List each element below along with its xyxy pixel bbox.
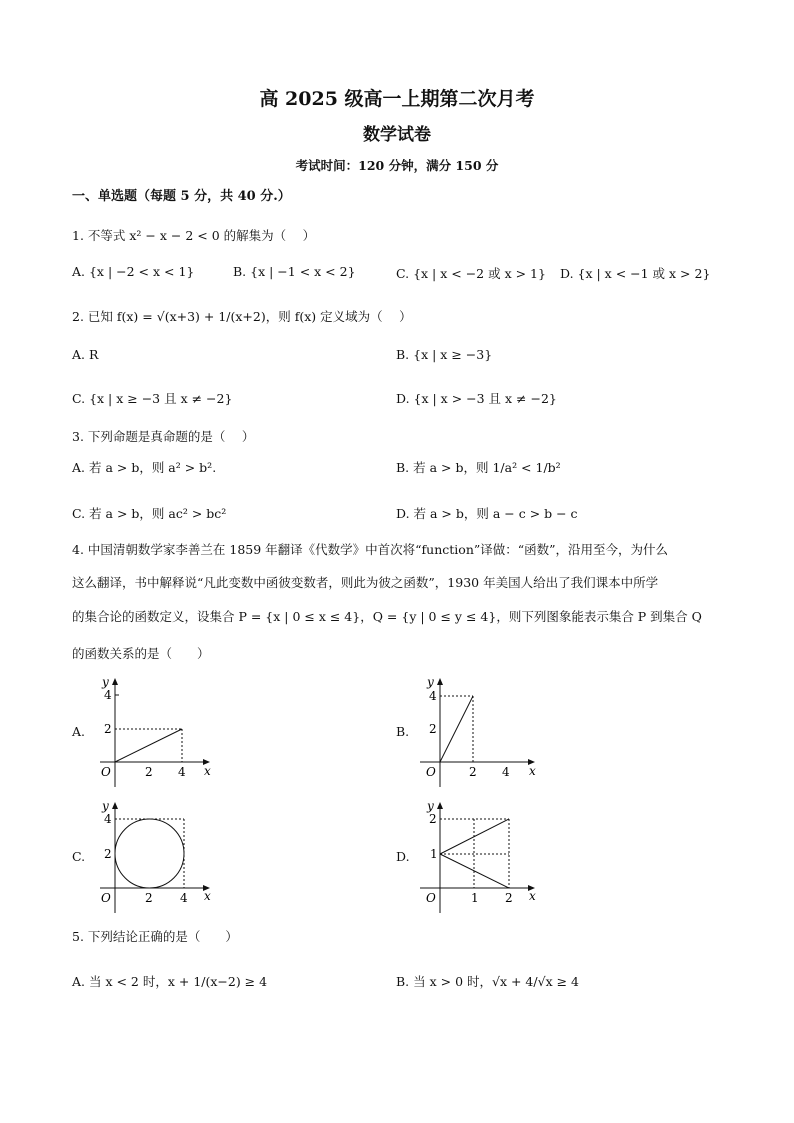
y-tick-1: 2	[104, 847, 112, 861]
question-4-line-1: 4. 中国清朝数学家李善兰在 1859 年翻译《代数学》中首次将“function”译做：“函数”，沿用至今，为什么	[72, 542, 669, 557]
y-arrow-icon	[112, 802, 118, 809]
origin-label: O	[101, 891, 111, 905]
x-tick-1: 2	[145, 891, 153, 905]
q4-graph-c	[90, 796, 220, 916]
x-tick-1: 2	[145, 765, 153, 779]
q1-option-b: B. {x | −1 < x < 2}	[233, 264, 356, 279]
q3-option-d: D. 若 a > b，则 a − c > b − c	[396, 506, 578, 521]
y-tick-1: 2	[104, 722, 112, 736]
section-heading: 一、单选题（每题 5 分，共 40 分.）	[72, 189, 291, 204]
q5-option-a: A. 当 x < 2 时，x + 1/(x−2) ≥ 4	[72, 974, 268, 989]
q5-option-b: B. 当 x > 0 时，√x + 4/√x ≥ 4	[396, 974, 579, 989]
q2-option-d: D. {x | x > −3 且 x ≠ −2}	[396, 391, 557, 406]
question-5-stem: 5. 下列结论正确的是（ ）	[72, 929, 238, 944]
question-2-stem: 2. 已知 f(x) = √(x+3) + 1/(x+2)，则 f(x) 定义域为（ ）	[72, 309, 412, 324]
question-4-line-4: 的函数关系的是（ ）	[72, 646, 210, 661]
q2-option-c: C. {x | x ≥ −3 且 x ≠ −2}	[72, 391, 233, 406]
q4-graph-d	[415, 796, 545, 916]
q4-option-a-label: A.	[72, 724, 86, 739]
q1-option-a: A. {x | −2 < x < 1}	[72, 264, 195, 279]
question-4-line-2: 这么翻译，书中解释说“凡此变数中函彼变数者，则此为彼之函数”，1930 年美国人给出了我们课本中所学	[72, 575, 659, 590]
y-arrow-icon	[437, 678, 443, 685]
q4-option-b-label: B.	[396, 724, 410, 739]
exam-info: 考试时间：120 分钟，满分 150 分	[295, 158, 499, 173]
y-tick-2: 4	[104, 812, 112, 826]
q1-option-c: C. {x | x < −2 或 x > 1}	[396, 266, 546, 281]
y-label: y	[427, 799, 434, 813]
x-label: x	[529, 764, 536, 778]
origin-label: O	[426, 891, 436, 905]
question-4-line-3: 的集合论的函数定义，设集合 P = {x | 0 ≤ x ≤ 4}，Q = {y | 0 ≤ y ≤ 4}，则下列图象能表示集合 P 到集合 Q	[72, 609, 702, 624]
question-1-stem: 1. 不等式 x² − x − 2 < 0 的解集为（ ）	[72, 228, 316, 243]
q4-graph-b	[415, 672, 545, 790]
q4-option-c-label: C.	[72, 849, 86, 864]
y-arrow-icon	[437, 802, 443, 809]
y-label: y	[427, 675, 434, 689]
question-3-stem: 3. 下列命题是真命题的是（ ）	[72, 429, 255, 444]
graph-line	[115, 729, 182, 762]
x-tick-2: 4	[180, 891, 188, 905]
y-tick-1: 2	[429, 722, 437, 736]
y-label: y	[102, 675, 109, 689]
q3-option-a: A. 若 a > b，则 a² > b².	[72, 460, 217, 475]
exam-subtitle: 数学试卷	[363, 125, 431, 145]
x-tick-1: 2	[469, 765, 477, 779]
x-label: x	[204, 889, 211, 903]
q3-option-c: C. 若 a > b，则 ac² > bc²	[72, 506, 227, 521]
exam-title: 高 2025 级高一上期第二次月考	[259, 88, 535, 110]
q2-option-b: B. {x | x ≥ −3}	[396, 347, 493, 362]
x-tick-2: 4	[178, 765, 186, 779]
q3-option-b: B. 若 a > b，则 1/a² < 1/b²	[396, 460, 561, 475]
q4-graph-a	[90, 672, 220, 790]
q4-option-d-label: D.	[396, 849, 410, 864]
x-tick-2: 4	[502, 765, 510, 779]
origin-label: O	[426, 765, 436, 779]
x-label: x	[529, 889, 536, 903]
q1-option-d: D. {x | x < −1 或 x > 2}	[560, 266, 711, 281]
y-tick-2: 2	[429, 812, 437, 826]
x-tick-2: 2	[505, 891, 513, 905]
origin-label: O	[101, 765, 111, 779]
y-arrow-icon	[112, 678, 118, 685]
y-tick-2: 4	[429, 689, 437, 703]
y-label: y	[102, 799, 109, 813]
x-tick-1: 1	[471, 891, 479, 905]
y-tick-1: 1	[430, 847, 438, 861]
y-tick-2: 4	[104, 688, 112, 702]
q2-option-a: A. R	[72, 347, 99, 362]
x-label: x	[204, 764, 211, 778]
graph-line	[440, 696, 473, 762]
graph-circle	[115, 819, 184, 888]
